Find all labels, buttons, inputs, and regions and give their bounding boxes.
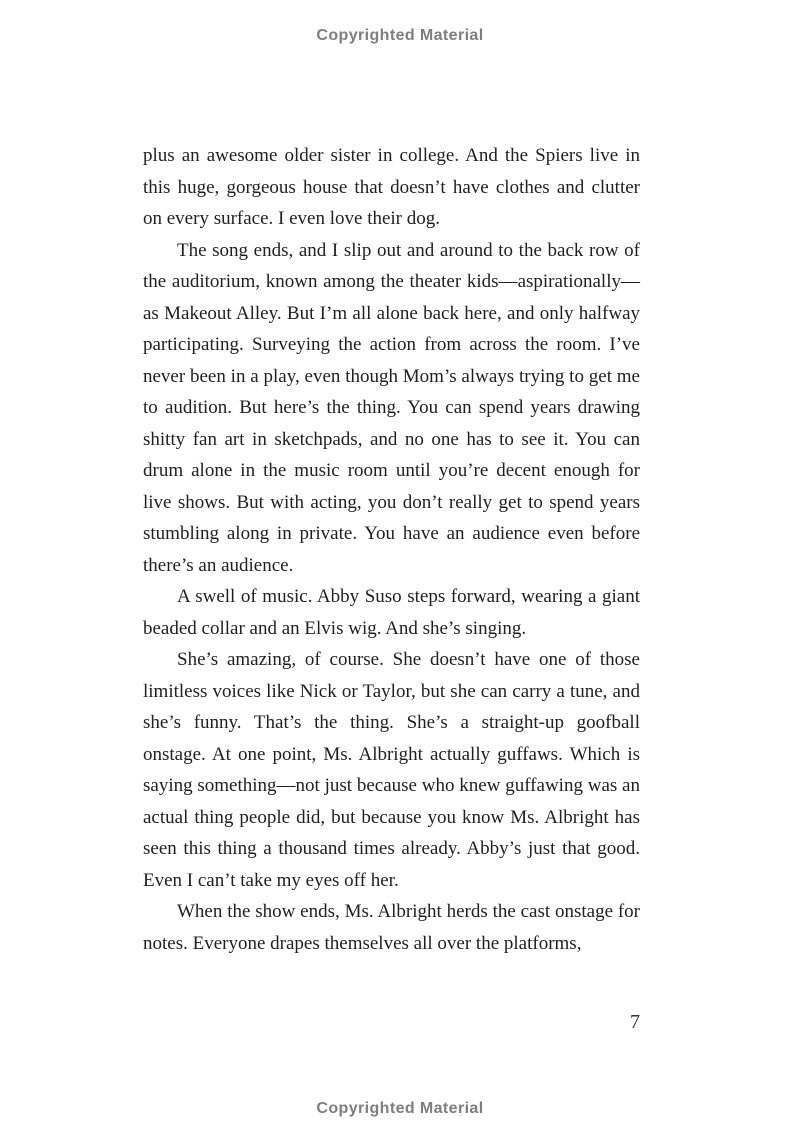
paragraph: A swell of music. Abby Suso steps forward, wearing a giant beaded collar and an Elvis wig. And she’s singing.	[143, 586, 640, 639]
paragraph: When the show ends, Ms. Albright herds the cast onstage for notes. Everyone drapes themselves all over the platforms,	[143, 901, 640, 954]
body-text	[143, 140, 640, 959]
paragraph: The song ends, and I slip out and around to the back row of the auditorium, known among the theater kids—aspirationally—as Makeout Alley. But I’m all alone back here, and only halfway participating. Surveying the action from across the room. I’ve never been in a play, even though Mom’s always trying to get me to audition. But here’s the thing. You can spend years drawing shitty fan art in sketchpads, and no one has to see it. You can drum alone in the music room until you’re decent enough for live shows. But with acting, you don’t really get to spend years stumbling along in private. You have an audience even before there’s an audience.	[143, 239, 640, 576]
paragraph: She’s amazing, of course. She doesn’t have one of those limitless voices like Nick or Taylor, but she can carry a tune, and she’s funny. That’s the thing. She’s a straight-up goofball onstage. At one point, Ms. Albright actually guffaws. Which is saying something—not just because who knew guffawing was an actual thing people did, but because you know Ms. Albright has seen this thing a thousand times already. Abby’s just that good. Even I can’t take my eyes off her.	[143, 649, 640, 891]
copyright-header: Copyrighted Material	[316, 27, 484, 44]
page-number: 7	[630, 1011, 640, 1033]
copyright-footer: Copyrighted Material	[316, 1100, 484, 1117]
paragraph: plus an awesome older sister in college. And the Spiers live in this huge, gorgeous house that doesn’t have clothes and clutter on every surface. I even love their dog.	[143, 145, 640, 229]
